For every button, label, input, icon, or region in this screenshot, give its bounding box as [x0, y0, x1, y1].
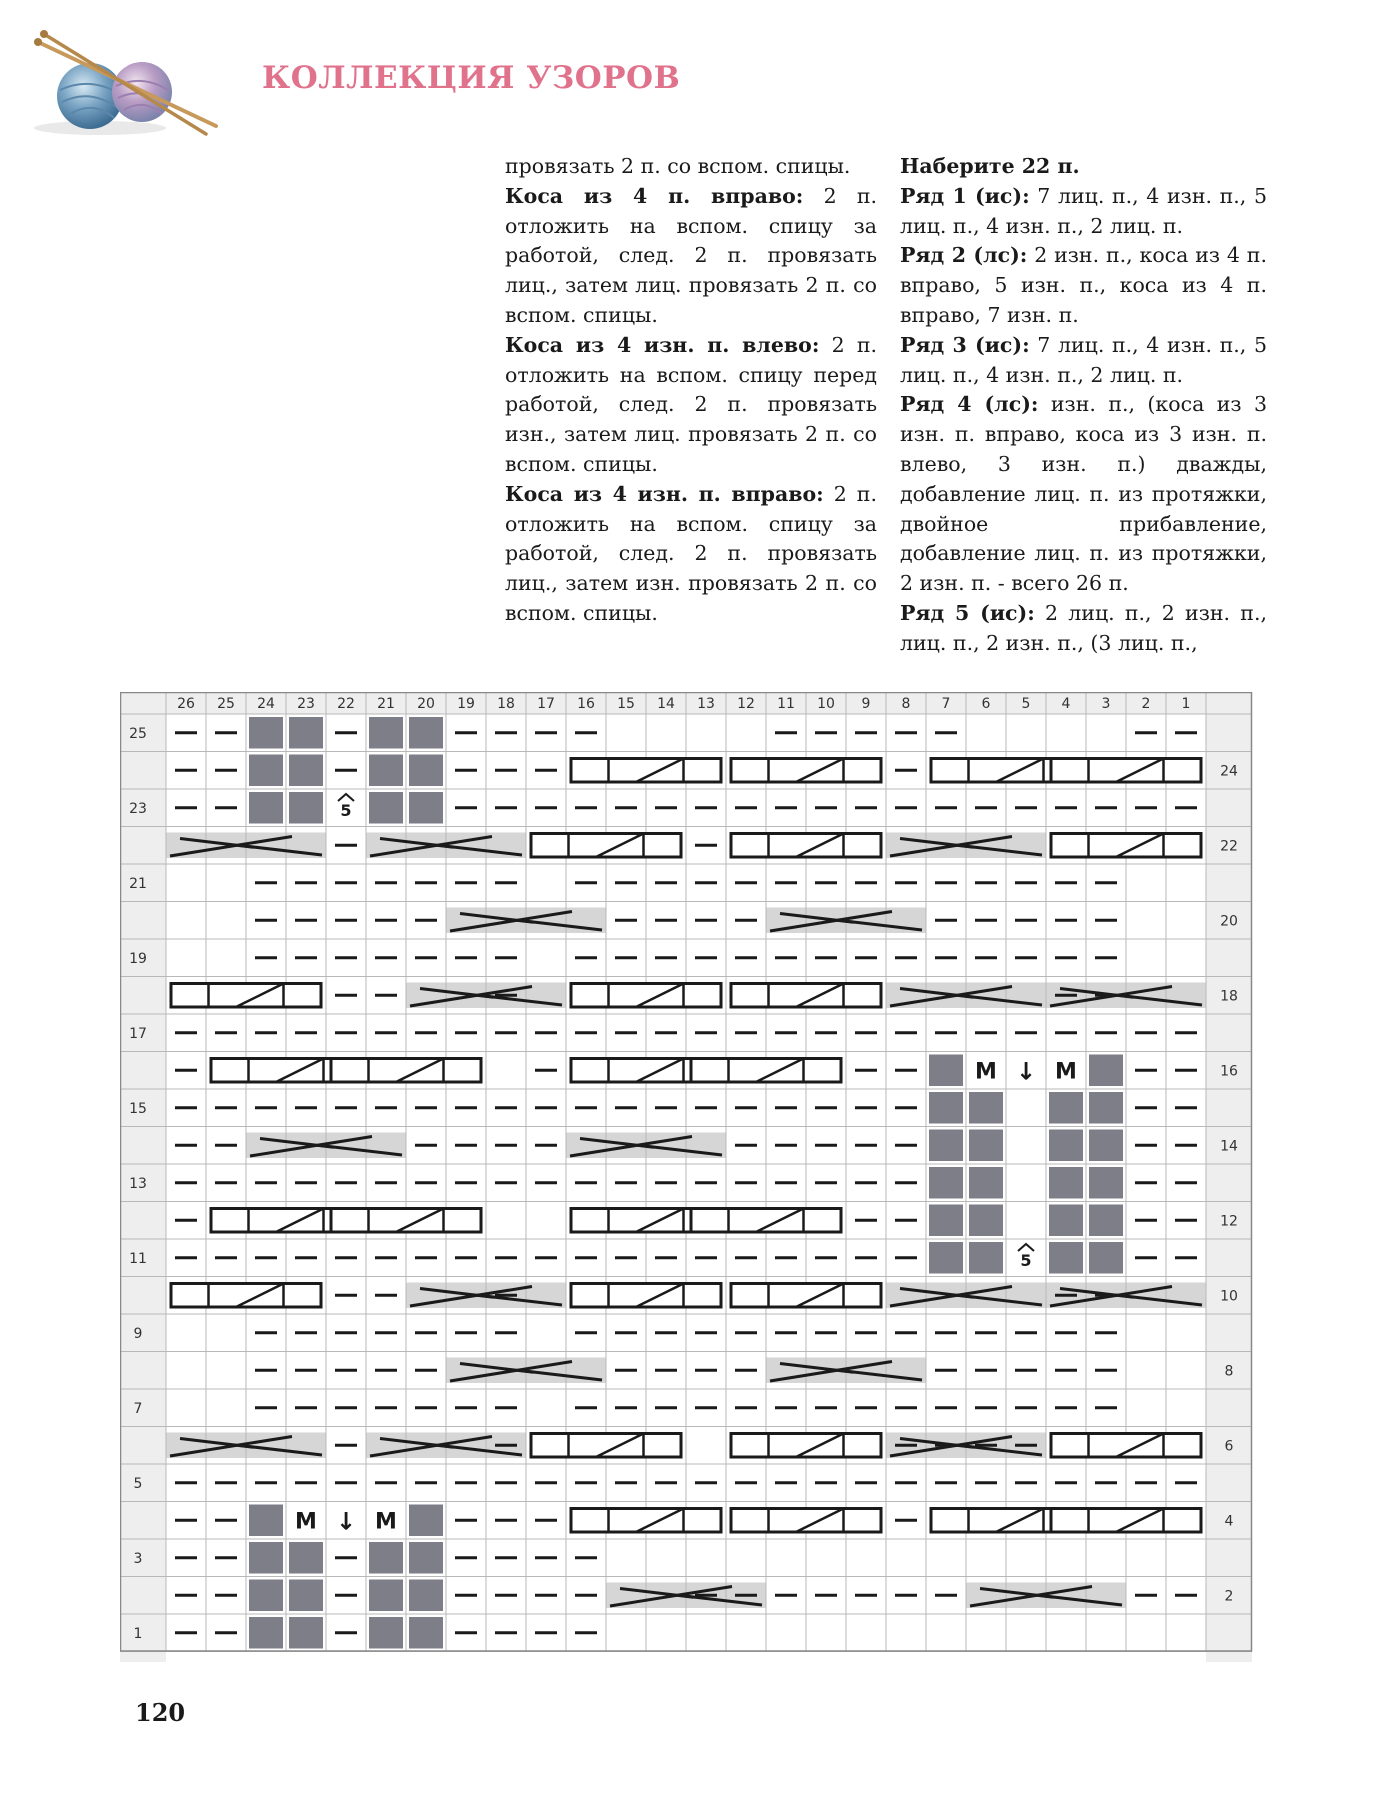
knit-cell [369, 1580, 403, 1612]
knit-cell [409, 755, 443, 787]
row-number: 19 [129, 950, 147, 967]
row-number: 2 [1224, 1588, 1234, 1605]
knit-cell [289, 755, 323, 787]
row-number: 4 [1224, 1513, 1234, 1530]
instruction-paragraph: Коса из 4 изн. п. вправо: 2 п. отложить на вспом. спицу за работой, след. 2 п. провязать лиц., затем изн. провязать 2 п. со вспом. спицы. [505, 481, 877, 625]
knit-cell [929, 1205, 963, 1237]
cable-box-symbol [1051, 834, 1201, 858]
column-number: 15 [617, 696, 635, 712]
row-number: 23 [129, 800, 147, 817]
cable-box-symbol [171, 1284, 321, 1308]
knit-cell [369, 792, 403, 824]
knit-cell [409, 792, 443, 824]
cable-box-symbol [571, 759, 721, 783]
knit-cell [1089, 1167, 1123, 1199]
row-number: 15 [129, 1100, 147, 1117]
column-number: 4 [1061, 696, 1071, 712]
knit-cell [289, 1542, 323, 1574]
knit-cell [409, 1580, 443, 1612]
knit-cell [1049, 1167, 1083, 1199]
cable-box-symbol [571, 1284, 721, 1308]
knit-cell [929, 1055, 963, 1087]
make-one-symbol: M [1055, 1059, 1077, 1085]
column-number: 12 [737, 696, 755, 712]
knitting-chart [120, 692, 1263, 1662]
knit-cell [289, 792, 323, 824]
cable-box-symbol [1051, 1434, 1201, 1458]
yarn-balls-knitting-needles-icon [30, 30, 230, 140]
column-number: 26 [177, 696, 195, 712]
knit-cell [249, 1617, 283, 1649]
row-number: 18 [1220, 988, 1238, 1005]
knit-cell [249, 1580, 283, 1612]
knit-cell [249, 755, 283, 787]
knit-cell [969, 1130, 1003, 1162]
column-number: 10 [817, 696, 835, 712]
column-number: 9 [861, 696, 871, 712]
knit-cell [289, 1580, 323, 1612]
knit-cell [289, 1617, 323, 1649]
row-number: 5 [133, 1475, 143, 1492]
knit-cell [369, 717, 403, 749]
knit-cell [1049, 1092, 1083, 1124]
knit-cell [369, 755, 403, 787]
column-number: 16 [577, 696, 595, 712]
row-number: 12 [1220, 1213, 1238, 1230]
knit-cell [929, 1242, 963, 1274]
knit-cell [969, 1205, 1003, 1237]
row-number: 24 [1220, 763, 1238, 780]
row-number: 25 [129, 725, 147, 742]
instruction-paragraph: Ряд 2 (лс): 2 изн. п., коса из 4 п. вправо, 5 изн. п., коса из 4 п. вправо, 7 изн. п. [900, 243, 1267, 327]
cable-box-symbol [691, 1209, 841, 1233]
cable-box-symbol [1051, 759, 1201, 783]
column-number: 20 [417, 696, 435, 712]
knit-cell [369, 1617, 403, 1649]
column-number: 13 [697, 696, 715, 712]
knit-cell [249, 1542, 283, 1574]
row-number: 8 [1224, 1363, 1234, 1380]
column-number: 23 [297, 696, 315, 712]
knit-cell [289, 717, 323, 749]
row-number: 13 [129, 1175, 147, 1192]
knit-cell [1049, 1205, 1083, 1237]
column-number: 6 [981, 696, 991, 712]
decrease-symbol: 5 [340, 800, 352, 820]
instruction-paragraph: Ряд 1 (ис): 7 лиц. п., 4 изн. п., 5 лиц. п., 4 изн. п., 2 лиц. п. [900, 183, 1268, 238]
cable-box-symbol [531, 834, 681, 858]
cable-box-symbol [731, 759, 881, 783]
knit-cell [969, 1167, 1003, 1199]
row-number: 20 [1220, 913, 1238, 930]
instruction-paragraph: Наберите 22 п. [900, 154, 1080, 178]
column-number: 7 [941, 696, 951, 712]
cable-box-symbol [171, 984, 321, 1008]
knit-cell [929, 1092, 963, 1124]
row-number: 9 [133, 1325, 143, 1342]
knit-cell [409, 1505, 443, 1537]
column-number: 18 [497, 696, 515, 712]
decrease-symbol: 5 [1020, 1250, 1032, 1270]
instructions-column-left [505, 152, 877, 629]
instruction-paragraph: Коса из 4 изн. п. влево: 2 п. отложить на вспом. спицу перед работой, след. 2 п. провязать изн., затем лиц. провязать 2 п. со вспом. спицы. [505, 332, 877, 476]
cable-box-symbol [571, 1509, 721, 1533]
row-number: 14 [1220, 1138, 1238, 1155]
column-number: 19 [457, 696, 475, 712]
knit-cell [249, 717, 283, 749]
row-number: 3 [133, 1550, 143, 1567]
knit-cell [1089, 1092, 1123, 1124]
column-number: 17 [537, 696, 555, 712]
cable-box-symbol [731, 1434, 881, 1458]
row-number: 10 [1220, 1288, 1238, 1305]
row-number: 11 [129, 1250, 147, 1267]
knit-cell [1089, 1130, 1123, 1162]
knit-cell [1089, 1205, 1123, 1237]
column-number: 1 [1181, 696, 1191, 712]
page-number: 120 [135, 1698, 186, 1727]
column-number: 8 [901, 696, 911, 712]
column-number: 11 [777, 696, 795, 712]
row-number: 21 [129, 875, 147, 892]
knit-cell [929, 1167, 963, 1199]
double-increase-symbol: ↓ [1015, 1057, 1037, 1086]
instruction-paragraph: провязать 2 п. со вспом. спицы. [505, 154, 851, 178]
cable-box-symbol [731, 1509, 881, 1533]
double-increase-symbol: ↓ [335, 1507, 357, 1536]
column-number: 14 [657, 696, 675, 712]
cable-box-symbol [731, 1284, 881, 1308]
knit-cell [1089, 1242, 1123, 1274]
knitting-chart-grid [120, 692, 1263, 1662]
cable-box-symbol [571, 984, 721, 1008]
instruction-paragraph: Ряд 3 (ис): 7 лиц. п., 4 изн. п., 5 лиц. п., 4 изн. п., 2 лиц. п. [900, 332, 1268, 387]
row-number: 7 [133, 1400, 143, 1417]
column-number: 22 [337, 696, 355, 712]
make-one-symbol: M [375, 1509, 397, 1535]
section-title: КОЛЛЕКЦИЯ УЗОРОВ [262, 60, 681, 96]
knit-cell [969, 1242, 1003, 1274]
cable-box-symbol [731, 834, 881, 858]
make-one-symbol: M [295, 1509, 317, 1535]
instruction-paragraph: Ряд 4 (лс): изн. п., (коса из 3 изн. п. вправо, коса из 3 изн. п. влево, 3 изн. п.) дважды, добавление лиц. п. из протяжки, двойное прибавление, добавление лиц. п. из протяжки, 2 изн. п. - всего 26 п. [900, 392, 1267, 596]
column-number: 25 [217, 696, 235, 712]
column-number: 3 [1101, 696, 1111, 712]
instruction-paragraph: Коса из 4 п. вправо: 2 п. отложить на вспом. спицу за работой, след. 2 п. провязать лиц., затем лиц. провязать 2 п. со вспом. спицы. [505, 183, 877, 327]
knit-cell [1089, 1055, 1123, 1087]
cable-box-symbol [731, 984, 881, 1008]
make-one-symbol: M [975, 1059, 997, 1085]
row-number: 1 [133, 1625, 143, 1642]
knit-cell [1049, 1242, 1083, 1274]
knit-cell [929, 1130, 963, 1162]
row-number: 17 [129, 1025, 147, 1042]
instructions-column-right [900, 152, 1267, 659]
instruction-paragraph: Ряд 5 (ис): 2 лиц. п., 2 изн. п., лиц. п., 2 изн. п., (3 лиц. п., [900, 600, 1267, 655]
column-number: 2 [1141, 696, 1151, 712]
column-number: 21 [377, 696, 395, 712]
knit-cell [369, 1542, 403, 1574]
knit-cell [409, 717, 443, 749]
knit-cell [249, 1505, 283, 1537]
knit-cell [409, 1542, 443, 1574]
knit-cell [969, 1092, 1003, 1124]
row-number: 6 [1224, 1438, 1234, 1455]
cable-box-symbol [691, 1059, 841, 1083]
cable-box-symbol [1051, 1509, 1201, 1533]
knit-cell [1049, 1130, 1083, 1162]
column-number: 5 [1021, 696, 1031, 712]
cable-box-symbol [331, 1209, 481, 1233]
row-number: 22 [1220, 838, 1238, 855]
column-number: 24 [257, 696, 275, 712]
cable-box-symbol [331, 1059, 481, 1083]
knit-cell [249, 792, 283, 824]
cable-box-symbol [531, 1434, 681, 1458]
row-number: 16 [1220, 1063, 1238, 1080]
knit-cell [409, 1617, 443, 1649]
